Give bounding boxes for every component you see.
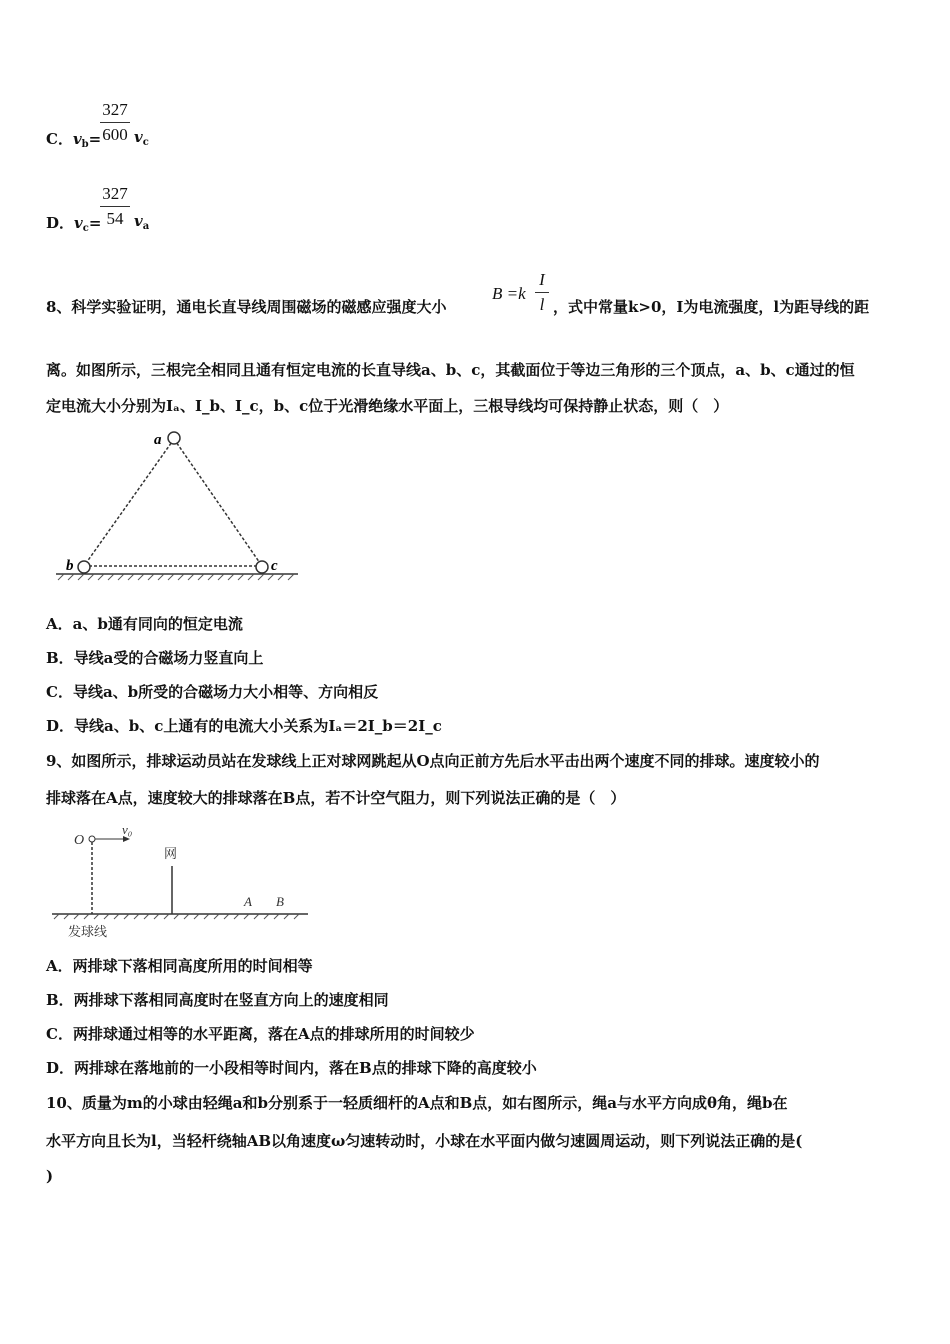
q8-tail: ，式中常量k>0，I为电流强度，l为距导线的距 — [553, 298, 870, 316]
q8-option-a: A．a、b通有同向的恒定电流 — [46, 615, 243, 633]
option-c-denominator: 600 — [102, 125, 128, 144]
wire-b — [78, 561, 90, 573]
q8-line3: 定电流大小分别为Iₐ、I_b、I_c，b、c位于光滑绝缘水平面上，三根导线均可保持静止状态，则（ ） — [46, 397, 729, 415]
q8-formula-den: l — [539, 295, 545, 314]
q9-option-b: B．两排球下落相同高度时在竖直方向上的速度相同 — [46, 991, 389, 1009]
label-point-b: B — [276, 894, 284, 909]
option-d-rhs — [134, 212, 149, 232]
wire-a — [168, 432, 180, 444]
wire-c — [256, 561, 268, 573]
option-c-eq: = — [88, 130, 102, 148]
q8-option-b: B．导线a受的合磁场力竖直向上 — [46, 649, 264, 667]
label-point-a: A — [244, 894, 252, 909]
option-d — [46, 212, 101, 234]
q9-volleyball-figure — [46, 820, 316, 944]
q9-line2: 排球落在A点，速度较大的排球落在B点，若不计空气阻力，则下列说法正确的是（ ） — [46, 789, 626, 807]
option-d-denominator: 54 — [106, 209, 124, 228]
q10-line1: 10、质量为m的小球由轻绳a和b分别系于一轻质细杆的A点和B点，如右图所示，绳a与水平方向成θ角，绳b在 — [46, 1094, 788, 1112]
q9-option-c: C．两排球通过相等的水平距离，落在A点的排球所用的时间较少 — [46, 1025, 475, 1043]
q9-option-a: A．两排球下落相同高度所用的时间相等 — [46, 957, 313, 975]
label-o: O — [74, 833, 85, 848]
label-a: a — [154, 432, 162, 448]
q8-line2: 离。如图所示，三根完全相同且通有恒定电流的长直导线a、b、c，其截面位于等边三角形的三个顶点，a、b、c通过的恒 — [46, 361, 855, 379]
q8-option-c: C．导线a、b所受的合磁场力大小相等、方向相反 — [46, 683, 379, 701]
option-d-rhs-var: v — [134, 212, 143, 230]
q8-formula-lhs: B =k — [492, 284, 526, 303]
q8-formula-fraction — [535, 270, 549, 315]
option-c-numerator: 327 — [100, 100, 130, 123]
option-d-eq: = — [88, 214, 102, 232]
q8-option-d: D．导线a、b、c上通有的电流大小关系为Iₐ＝2I_b＝2I_c — [46, 717, 442, 735]
option-d-lhs: v — [74, 214, 83, 232]
option-d-fraction — [100, 184, 130, 229]
option-c-rhs — [134, 128, 149, 148]
option-d-label: D． — [46, 214, 75, 232]
triangle-dashed-sides — [84, 439, 262, 566]
q10-line2: 水平方向且长为l，当轻杆绕轴AB以角速度ω匀速转动时，小球在水平面内做匀速圆周运动，则下列说法正确的是( — [46, 1132, 803, 1150]
point-o — [89, 836, 95, 842]
label-c: c — [271, 558, 278, 574]
option-c-lhs-sub: b — [81, 139, 89, 150]
q9-option-d: D．两排球在落地前的一小段相等时间内，落在B点的排球下降的高度较小 — [46, 1059, 537, 1077]
label-v0: v₀ — [122, 822, 133, 837]
option-c-lhs: v — [72, 130, 82, 148]
option-d-rhs-sub: a — [142, 221, 150, 232]
option-d-lhs-sub: c — [82, 223, 89, 234]
q8-triangle-figure — [46, 426, 306, 588]
option-c-rhs-var: v — [134, 128, 143, 146]
q8-formula-num: I — [535, 270, 549, 293]
court-ground — [52, 914, 308, 919]
option-c-label: C． — [46, 130, 73, 148]
label-net: 网 — [164, 846, 178, 861]
option-d-numerator: 327 — [100, 184, 130, 207]
option-c-rhs-sub: c — [142, 137, 149, 148]
q8-intro: 8、科学实验证明，通电长直导线周围磁场的磁感应强度大小 — [46, 298, 447, 316]
label-serve-line: 发球线 — [68, 924, 108, 939]
q10-line3: ) — [46, 1167, 54, 1185]
label-b: b — [66, 558, 74, 574]
option-c-fraction — [100, 100, 130, 145]
ground-hatch — [56, 574, 298, 580]
option-c — [46, 128, 101, 150]
q9-line1: 9、如图所示，排球运动员站在发球线上正对球网跳起从O点向正前方先后水平击出两个速度不同的排球。速度较小的 — [46, 752, 820, 770]
